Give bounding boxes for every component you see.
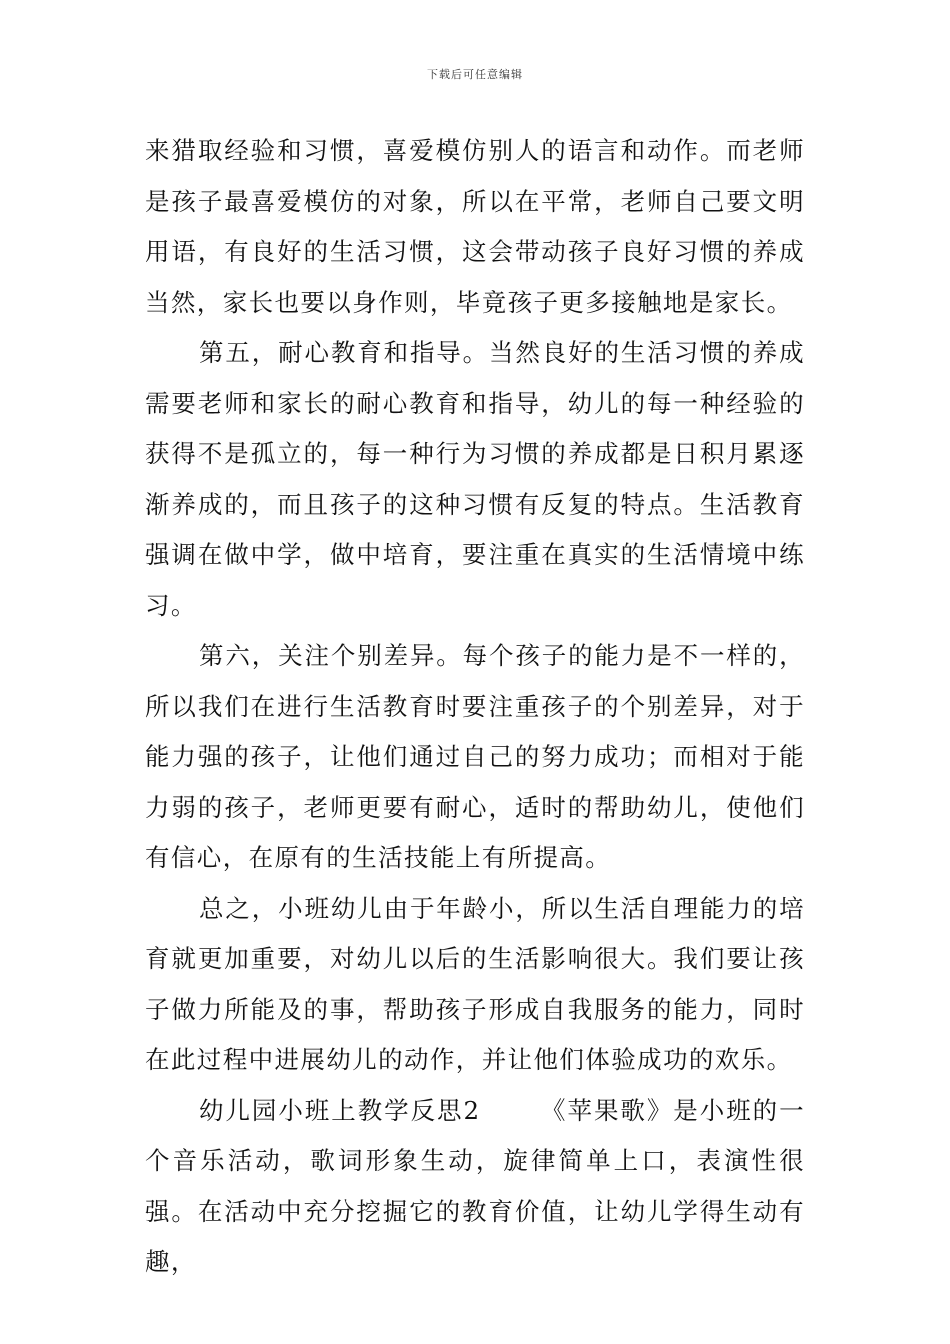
document-body: [145, 126, 805, 1288]
section-text: 《苹果歌》是小班的一个音乐活动，歌词形象生动，旋律简单上口，表演性很强。在活动中充分挖掘它的教育价值，让幼儿学得生动有趣，: [145, 1095, 805, 1276]
section-paragraph: [145, 1086, 805, 1288]
header-note: 下载后可任意编辑: [427, 68, 523, 81]
paragraph-2: 第五，耐心教育和指导。当然良好的生活习惯的养成需要老师和家长的耐心教育和指导，幼儿的每一种经验的获得不是孤立的，每一种行为习惯的养成都是日积月累逐渐养成的，而且孩子的这种习惯有反复的特点。生活教育强调在做中学，做中培育，要注重在真实的生活情境中练习。: [145, 338, 805, 620]
paragraph-4: 总之，小班幼儿由于年龄小，所以生活自理能力的培育就更加重要，对幼儿以后的生活影响很大。我们要让孩子做力所能及的事，帮助孩子形成自我服务的能力，同时在此过程中进展幼儿的动作，并让他们体验成功的欢乐。: [145, 893, 805, 1074]
section-title: 幼儿园小班上教学反思2: [199, 1095, 481, 1125]
paragraph-1: 来猎取经验和习惯，喜爱模仿别人的语言和动作。而老师是孩子最喜爱模仿的对象，所以在平常，老师自己要文明用语，有良好的生活习惯，这会带动孩子良好习惯的养成当然，家长也要以身作则，毕竟孩子更多接触地是家长。: [145, 136, 805, 317]
paragraph-3: 第六，关注个别差异。每个孩子的能力是不一样的，所以我们在进行生活教育时要注重孩子的个别差异，对于能力强的孩子，让他们通过自己的努力成功；而相对于能力弱的孩子，老师更要有耐心，适时的帮助幼儿，使他们有信心，在原有的生活技能上有所提高。: [145, 641, 805, 872]
